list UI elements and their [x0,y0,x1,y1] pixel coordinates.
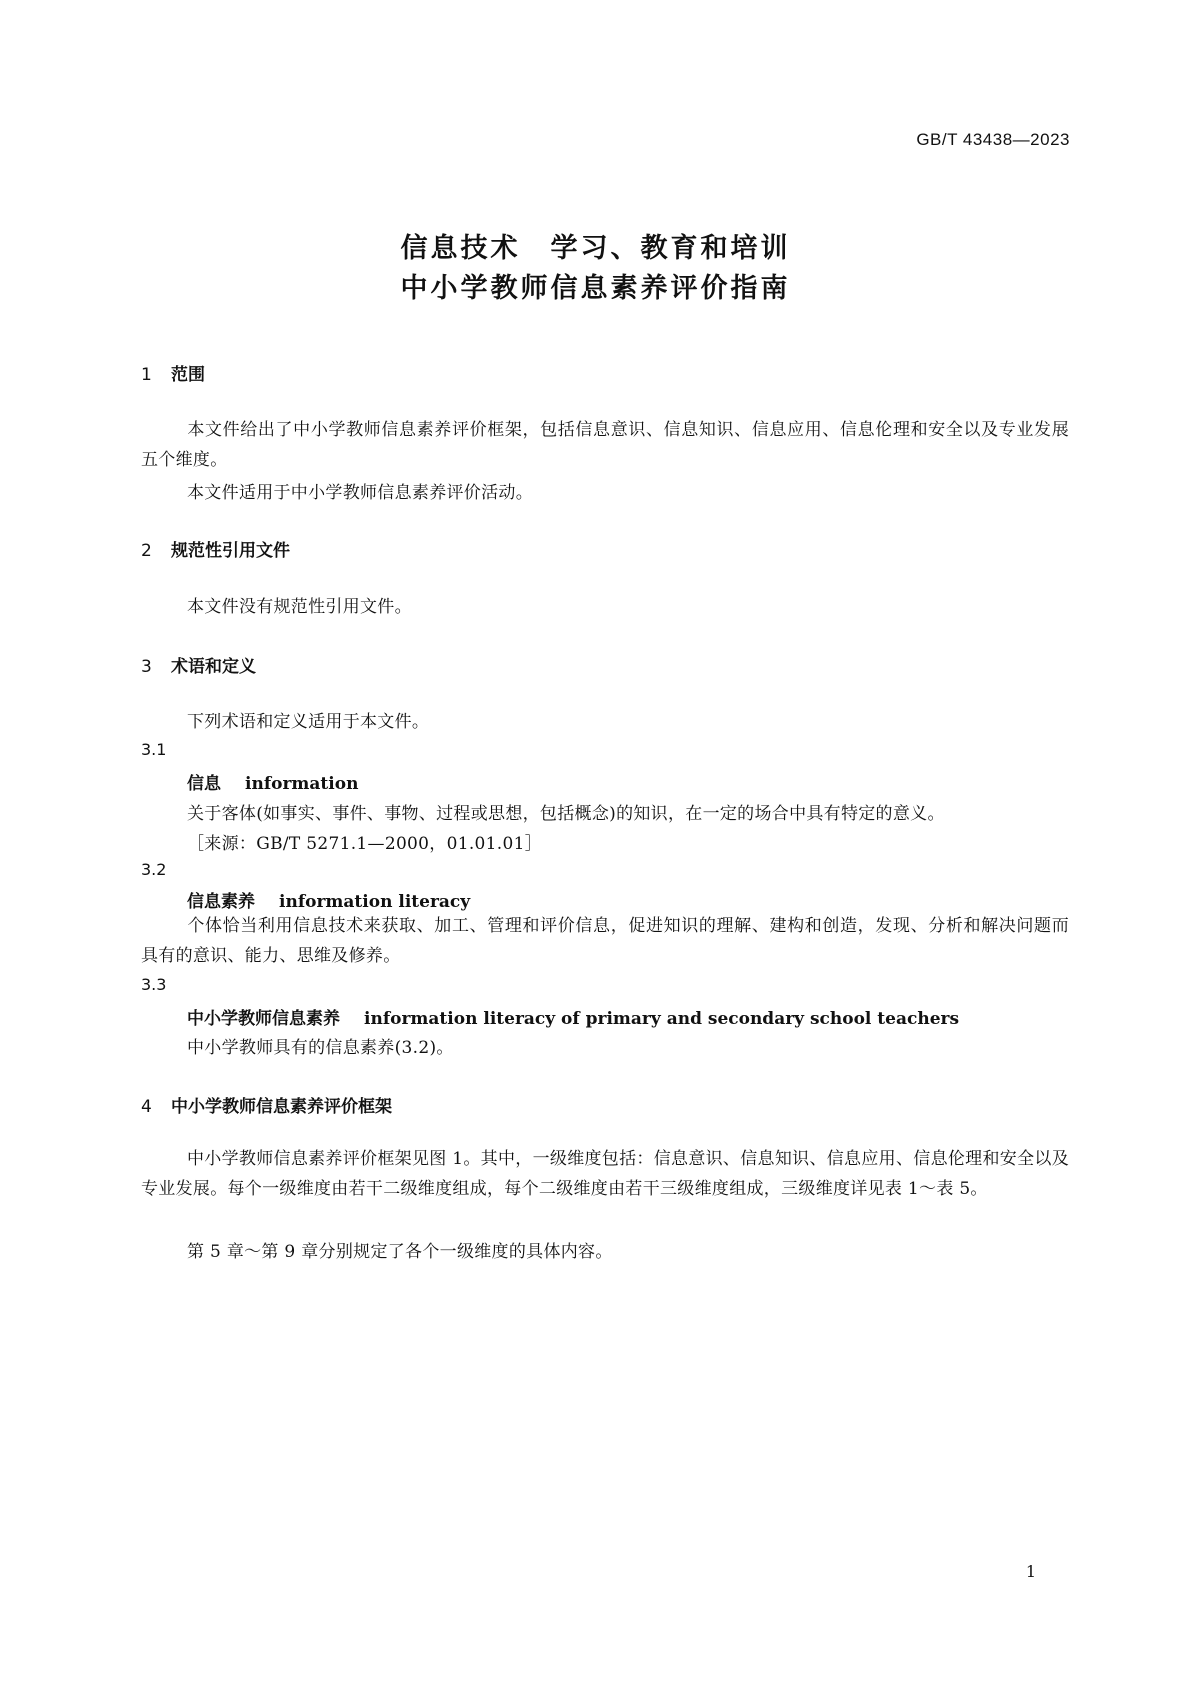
term-zh: 信息素养 [187,892,255,912]
document-number: GB/T 43438—2023 [916,130,1070,149]
section-4-paragraph-2: 第 5 章～第 9 章分别规定了各个一级维度的具体内容。 [187,1242,613,1262]
term-definition: 关于客体(如事实、事件、事物、过程或思想，包括概念)的知识，在一定的场合中具有特定的意义。 [187,804,945,824]
term-number: 3.2 [141,860,167,879]
section-4-title: 中小学教师信息素养评价框架 [171,1097,392,1117]
section-1-paragraph-1: 本文件给出了中小学教师信息素养评价框架，包括信息意识、信息知识、信息应用、信息伦理和安全以及专业发展五个维度。 [141,420,1069,470]
term-en: information [245,774,359,794]
term-definition: 中小学教师具有的信息素养(3.2)。 [187,1038,454,1058]
term-title [187,887,470,912]
section-4-number: 4 [141,1097,152,1117]
term-title [187,769,358,794]
title-line-2: 中小学教师信息素养评价指南 [400,273,791,304]
term-en: information literacy of primary and secondary school teachers [364,1009,960,1029]
title-line-1: 信息技术 学习、教育和培训 [400,233,791,264]
term-definition: 个体恰当利用信息技术来获取、加工、管理和评价信息，促进知识的理解、建构和创造，发现、分析和解决问题而具有的意识、能力、思维及修养。 [141,916,1069,966]
section-1-heading [141,360,205,385]
section-3-intro: 下列术语和定义适用于本文件。 [187,712,430,732]
section-3-heading [141,652,256,677]
section-2-paragraph-1: 本文件没有规范性引用文件。 [187,597,412,617]
term-source: ［来源：GB/T 5271.1—2000，01.01.01］ [187,834,542,854]
page-number: 1 [1025,1562,1036,1581]
section-4-heading [141,1092,392,1117]
section-4-paragraph-1: 中小学教师信息素养评价框架见图 1。其中，一级维度包括：信息意识、信息知识、信息应用、信息伦理和安全以及专业发展。每个一级维度由若干二级维度组成，每个二级维度由若干三级维度组成，三级维度详见表 1～表 5。 [141,1149,1069,1199]
section-1-title: 范围 [171,365,205,385]
term-zh: 中小学教师信息素养 [187,1009,340,1029]
term-number: 3.1 [141,740,167,759]
section-2-title: 规范性引用文件 [171,541,290,561]
section-3-number: 3 [141,657,152,677]
term-title [187,1004,959,1029]
section-2-number: 2 [141,541,152,561]
section-1-number: 1 [141,365,152,385]
section-2-heading [141,536,290,561]
term-en: information literacy [279,892,471,912]
section-1-paragraph-2: 本文件适用于中小学教师信息素养评价活动。 [187,483,533,503]
section-3-title: 术语和定义 [171,657,256,677]
term-zh: 信息 [187,774,221,794]
term-number: 3.3 [141,975,167,994]
